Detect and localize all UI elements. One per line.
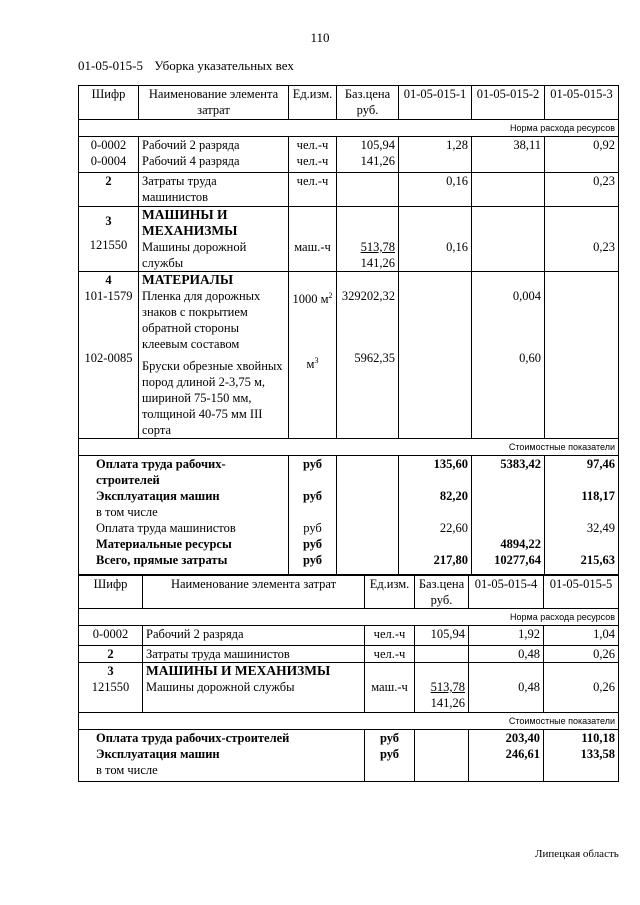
- row-code: 3 121550: [79, 663, 143, 713]
- subheader-norm: [79, 120, 619, 137]
- table-row: [79, 207, 619, 272]
- row-code: 0-0002 0-0004: [79, 137, 139, 173]
- row-value-2: 0,004 0,60: [472, 272, 545, 439]
- row-value-3: [545, 272, 619, 439]
- row-name: Рабочий 2 разряда Рабочий 4 разряда: [139, 137, 289, 173]
- resource-table-1: [78, 85, 619, 575]
- subheader-cost: [79, 439, 619, 456]
- table-row: [79, 646, 619, 663]
- section-code: 01-05-015-5: [78, 58, 143, 73]
- header-code: Шифр: [79, 576, 143, 609]
- row-value-1: 0,48: [469, 663, 544, 713]
- section-name: Уборка указательных вех: [154, 58, 294, 73]
- row-value-2: 1,04: [544, 626, 619, 646]
- row-value-3: 0,23: [545, 173, 619, 207]
- row-price: [337, 173, 399, 207]
- row-value-1: 1,28: [399, 137, 472, 173]
- row-price: 105,94 141,26: [337, 137, 399, 173]
- row-value-1: 0,16: [399, 207, 472, 272]
- row-price: [415, 646, 469, 663]
- header-name: Наименование элемента затрат: [143, 576, 365, 609]
- row-value-2: 0,26: [544, 646, 619, 663]
- row-value-1: 0,16: [399, 173, 472, 207]
- row-name: Затраты труда машинистов: [143, 646, 365, 663]
- header-col-1: 01-05-015-4: [469, 576, 544, 609]
- row-code: 4 101-1579 102-0085: [79, 272, 139, 439]
- cost-rows: [79, 456, 619, 575]
- resource-table-2: [78, 575, 619, 782]
- row-name: Затраты труда машинистов: [139, 173, 289, 207]
- subheader-norm: [79, 609, 619, 626]
- row-name: МАШИНЫ И МЕХАНИЗМЫ Машины дорожной службы: [143, 663, 365, 713]
- header-price: Баз.цена руб.: [415, 576, 469, 609]
- row-value-2: [472, 173, 545, 207]
- subheader-norm-label: Норма расхода ресурсов: [79, 120, 619, 137]
- table-header: [79, 576, 619, 609]
- cost-value-3: 97,46 118,17 32,49 215,63: [545, 456, 619, 575]
- row-price: 329202,32 5962,35: [337, 272, 399, 439]
- cost-rows: [79, 730, 619, 782]
- row-unit: чел.-ч: [365, 646, 415, 663]
- footer-region: Липецкая область: [535, 848, 619, 860]
- row-value-3: 0,92: [545, 137, 619, 173]
- header-code: Шифр: [79, 86, 139, 120]
- row-price: 105,94: [415, 626, 469, 646]
- row-unit: маш.-ч: [289, 207, 337, 272]
- subheader-cost: [79, 713, 619, 730]
- header-col-2: 01-05-015-5: [544, 576, 619, 609]
- row-code: 2: [79, 173, 139, 207]
- table-row: [79, 272, 619, 439]
- row-value-1: 1,92: [469, 626, 544, 646]
- table-row: [79, 173, 619, 207]
- table-header: [79, 86, 619, 120]
- header-col-3: 01-05-015-3: [545, 86, 619, 120]
- cost-value-2: 110,18 133,58: [544, 730, 619, 782]
- table-row: [79, 137, 619, 173]
- row-code: 3 121550: [79, 207, 139, 272]
- header-col-2: 01-05-015-2: [472, 86, 545, 120]
- header-name: Наименование элемента затрат: [139, 86, 289, 120]
- row-value-1: 0,48: [469, 646, 544, 663]
- row-code: 0-0002: [79, 626, 143, 646]
- row-price: 513,78 141,26: [337, 207, 399, 272]
- row-value-1: [399, 272, 472, 439]
- cost-price: [415, 730, 469, 782]
- row-unit: чел.-ч: [289, 173, 337, 207]
- row-unit: 1000 $м^2$ $м^3$: [289, 272, 337, 439]
- row-name: Рабочий 2 разряда: [143, 626, 365, 646]
- header-unit: Ед.изм.: [289, 86, 337, 120]
- subheader-cost-label: Стоимостные показатели: [79, 713, 619, 730]
- row-unit: маш.-ч: [365, 663, 415, 713]
- row-code: 2: [79, 646, 143, 663]
- row-price: 513,78 141,26: [415, 663, 469, 713]
- header-unit: Ед.изм.: [365, 576, 415, 609]
- row-unit: чел.-ч: [365, 626, 415, 646]
- page-number: 110: [310, 30, 330, 45]
- cost-names: Оплата труда рабочих-строителей Эксплуатация машин в том числе: [79, 730, 365, 782]
- cost-value-2: 5383,42 4894,22 10277,64: [472, 456, 545, 575]
- row-name: МАШИНЫ И МЕХАНИЗМЫ Машины дорожной службы: [139, 207, 289, 272]
- subheader-norm-label: Норма расхода ресурсов: [79, 609, 619, 626]
- cost-value-1: 203,40 246,61: [469, 730, 544, 782]
- row-value-3: 0,23: [545, 207, 619, 272]
- cost-price: [337, 456, 399, 575]
- cost-names: Оплата труда рабочих-строителей Эксплуатация машин в том числе Оплата труда машинистов Материальные ресурсы Всего, прямые затраты: [79, 456, 289, 575]
- table-row: [79, 663, 619, 713]
- subheader-cost-label: Стоимостные показатели: [79, 439, 619, 456]
- row-name: МАТЕРИАЛЫ Пленка для дорожных знаков с покрытием обратной стороны клеевым составом Бруски обрезные хвойных пород длиной 2-3,75 м, шириной 75-150 мм, толщиной 40-75 мм III сорта: [139, 272, 289, 439]
- header-price: Баз.цена руб.: [337, 86, 399, 120]
- row-value-2: [472, 207, 545, 272]
- table-row: [79, 626, 619, 646]
- section-title: [78, 58, 302, 74]
- cost-value-1: 135,60 82,20 22,60 217,80: [399, 456, 472, 575]
- cost-units: руб руб руб руб руб: [289, 456, 337, 575]
- row-unit: чел.-ч чел.-ч: [289, 137, 337, 173]
- cost-units: руб руб: [365, 730, 415, 782]
- header-col-1: 01-05-015-1: [399, 86, 472, 120]
- row-value-2: 38,11: [472, 137, 545, 173]
- row-value-2: 0,26: [544, 663, 619, 713]
